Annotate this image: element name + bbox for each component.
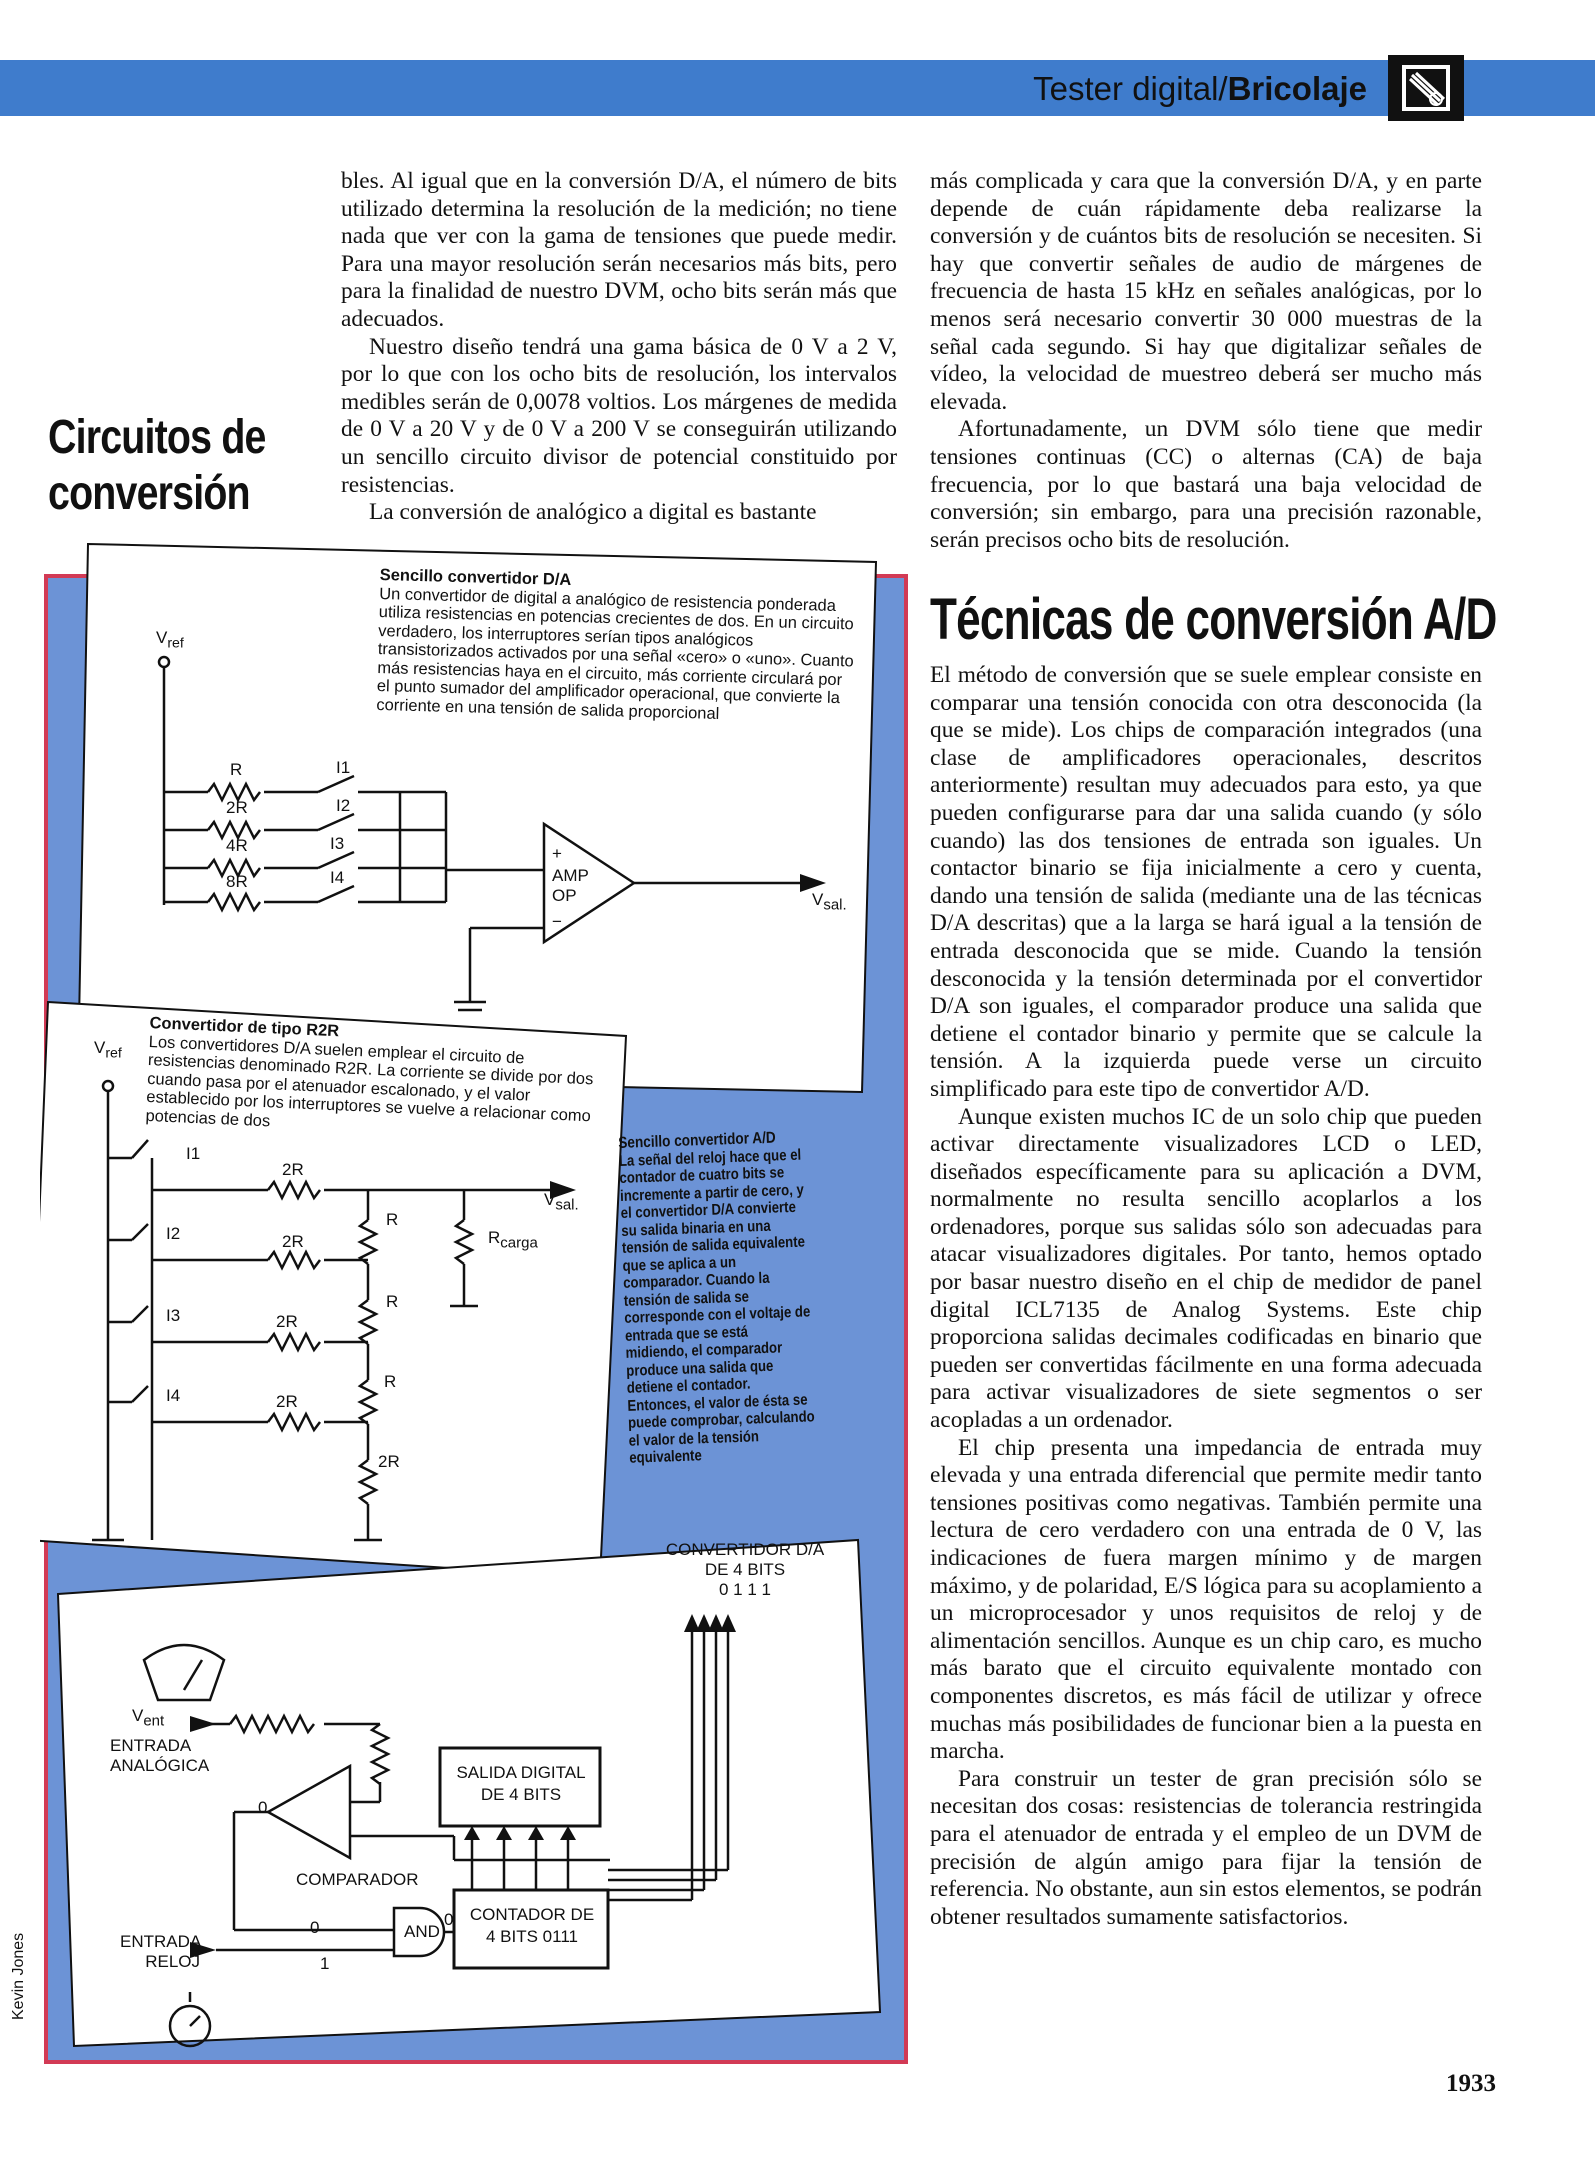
- d2-series-label: 2R: [276, 1392, 298, 1411]
- diagram1-caption-text: Un convertidor de digital a analógico de resistencia ponderada utiliza resistencias en potencias crecientes de dos. En un circuito verdadero, los interruptores serían tipos analógicos transistorizados activados por una señal «cero» o «uno». Cuanto más resistencias haya en el circuito, más corriente circulará por el punto sumador del amplificador operacional, que convierte la corriente en una tensión de salida proporcional: [376, 584, 854, 723]
- diagram3-caption-text: La señal del reloj hace que el contador de cuatro bits se incremente a partir de cero, y el convertidor D/A convierte su salida binaria en una tensión de salida equivalente que se aplica a un comparador. Cuando la tensión de salida se corresponde con el voltaje de entrada que se está midiendo, el comparador produce una salida que detiene el contador. Entonces, el valor de ésta se puede comprobar, calculando el valor de la tensión equivalente: [618, 1146, 815, 1467]
- diagram2-caption-text: Los convertidores D/A suelen emplear el circuito de resistencias denominado R2R. La corriente se divide por dos cuando pasa por el atenuador escalonado, y el valor establecido por los interruptores se vuelve a relacionar como potencias de dos: [145, 1032, 594, 1130]
- d2-vout-label: $V_{sal.}$: [544, 1190, 579, 1214]
- pen-and-ruler-icon: [1388, 55, 1464, 121]
- paragraph: La conversión de analógico a digital es bastante: [369, 499, 817, 526]
- diagram3-caption-title: Sencillo convertidor A/D: [618, 1129, 776, 1152]
- diagram1-caption: [376, 566, 860, 727]
- d1-resistor-label: 4R: [226, 836, 248, 855]
- paragraph: El método de conversión que se suele emplear consiste en comparar una tensión conocida con otra desconocida (la que se mide). Los chips de comparación integrados (una clase de amplificadores operacionales, descritos anteriormente) resultan muy adecuados para esto, ya que pueden configurarse para dar una salida cuando (y sólo cuando) las dos tensiones de entrada son iguales. Un contactor binario se fija inicialmente a cero y cuenta, dando una tensión de salida (mediante una de las técnicas D/A descritas) que a la larga se hará igual a la tensión de entrada desconocida que se mide. Cuando la tensión desconocida y la tensión determinada por el convertidor D/A son iguales, el comparador produce una salida que detiene el contador binario y permite que se calcule la tensión. A la izquierda puede verse un circuito simplificado para este tipo de convertidor A/D.: [930, 662, 1482, 1102]
- header-category: Bricolaje: [1227, 70, 1367, 107]
- d3-and-in: 0: [310, 1918, 320, 1937]
- d3-clock-label: ENTRADA RELOJ: [120, 1932, 202, 1971]
- diagram3-caption: [618, 1128, 816, 1467]
- d2-switch-label: I1: [186, 1144, 201, 1163]
- d2-ladder-label: R: [386, 1210, 399, 1229]
- d1-resistor-label: 2R: [226, 798, 248, 817]
- side-heading-line-2: conversión: [48, 467, 250, 520]
- d2-ladder-label: 2R: [378, 1452, 400, 1471]
- d1-switch-label: I3: [330, 834, 345, 853]
- photo-credit: Kevin Jones: [10, 1932, 27, 2020]
- paragraph: Nuestro diseño tendrá una gama básica de 0 V a 2 V, por lo que con los ocho bits de resolución, los intervalos medibles serán de 0,0078 voltios. Los márgenes de medida de 0 V a 20 V y de 0 V a 200 V se conseguirán utilizando un sencillo circuito divisor de potencial constituido por resistencias.: [341, 333, 897, 498]
- paragraph: bles. Al igual que en la conversión D/A, el número de bits utilizado determina la resolución de la medición; no tiene nada que ver con la gama de tensiones que puede medir. Para una mayor resolución serán necesarios más bits, pero para la finalidad de nuestro DVM, ocho bits serán más que adecuados.: [341, 168, 897, 332]
- column-right-top: [930, 168, 1482, 554]
- d2-ladder-label: R: [384, 1372, 397, 1391]
- d1-switch-label: I4: [330, 868, 345, 887]
- d2-switch-label: I2: [166, 1224, 181, 1243]
- d3-digital-out-label: SALIDA DIGITAL DE 4 BITS: [456, 1763, 586, 1804]
- paragraph: más complicada y cara que la conversión D/A, y en parte depende de cuán rápidamente deba realizarse la conversión y de cuántos bits de resolución se necesiten. Si hay que convertir señales de audio de márgenes de frecuencia de hasta 15 kHz en señales analógicas, por lo menos será necesario convertir 30 000 muestras de la señal cada segundo. Si hay que digitalizar señales de vídeo, la velocidad de muestreo deberá ser mucho más elevada.: [930, 168, 1482, 415]
- d2-ladder-label: R: [386, 1292, 399, 1311]
- d2-vref-label: $V_{ref}$: [94, 1038, 122, 1062]
- d1-switch-label: I2: [336, 796, 351, 815]
- side-heading-line-1: Circuitos de: [48, 411, 266, 464]
- d3-and-out: 0: [444, 1910, 454, 1929]
- d2-series-label: 2R: [276, 1312, 298, 1331]
- d1-switch-label: I1: [336, 758, 351, 777]
- d1-resistor-label: R: [230, 760, 243, 779]
- d3-and-label: AND: [404, 1922, 440, 1941]
- d3-comparator-label: COMPARADOR: [296, 1870, 419, 1889]
- header-section: Tester digital/: [1033, 70, 1228, 107]
- d1-resistor-label: 8R: [226, 872, 248, 891]
- diagram1-caption-title: Sencillo convertidor D/A: [379, 566, 572, 590]
- running-header: [1033, 70, 1367, 108]
- d2-series-label: 2R: [282, 1232, 304, 1251]
- d1-vout-label: $V_{sal.}$: [812, 890, 847, 914]
- circuit-figure: [40, 540, 920, 2070]
- paragraph: El chip presenta una impedancia de entrada muy elevada y una entrada diferencial que permite medir tanto tensiones positivas como negativas. También permite una lectura de cero verdadero con una entrada de 0 V, las indicaciones de fuera margen mínimo y de margen máximo, y de polaridad, E/S lógica para su acoplamiento a un microprocesador y unos requisitos de reloj y de alimentación sencillos. Aunque es un chip caro, es mucho más barato que el circuito equivalente montado con componentes discretos, es más fácil de utilizar y ofrece muchas más posibilidades de funcionar bien a la puesta en marcha.: [930, 1434, 1482, 1765]
- diagram2-caption-title: Convertidor de tipo R2R: [149, 1014, 340, 1041]
- d1-amp-minus: −: [552, 912, 562, 931]
- paragraph: Afortunadamente, un DVM sólo tiene que medir tensiones continuas (CC) o alternas (CA) de baja frecuencia, por lo que bastará una baja velocidad de conversión; sin embargo, para una precisión razonable, serán precisos ocho bits de resolución.: [930, 416, 1482, 553]
- page-number: 1933: [1446, 2070, 1496, 2097]
- column-right-bottom: [930, 662, 1482, 1931]
- d1-amp-label: OP: [552, 886, 577, 905]
- d1-amp-plus: +: [552, 844, 562, 863]
- d3-dac-label: CONVERTIDOR D/A DE 4 BITS 0 1 1 1: [665, 1540, 825, 1599]
- d3-vin-label: $V_{ent}$: [132, 1706, 165, 1730]
- d2-series-label: 2R: [282, 1160, 304, 1179]
- d3-comp-out: 0: [258, 1798, 268, 1817]
- d3-vin-caption: ENTRADA ANALÓGICA: [110, 1736, 210, 1775]
- d2-rload-label: $R_{carga}$: [488, 1228, 538, 1252]
- d2-switch-label: I4: [166, 1386, 181, 1405]
- column-left: [341, 168, 897, 527]
- paragraph: Para construir un tester de gran precisión sólo se necesitan dos cosas: resistencias de tolerancia restringida para el atenuador de entrada y el empleo de un DVM de precisión de algún amigo para fijar la tensión de referencia. No obstante, aun sin estos elementos, se podrán obtener resultados sumamente satisfactorios.: [930, 1765, 1482, 1930]
- d3-counter-label: CONTADOR DE 4 BITS 0111: [469, 1905, 595, 1946]
- side-heading: [48, 410, 266, 522]
- d1-amp-label: AMP: [552, 866, 589, 885]
- section-heading: Técnicas de conversión A/D: [930, 587, 1497, 652]
- d2-switch-label: I3: [166, 1306, 181, 1325]
- paragraph: Aunque existen muchos IC de un solo chip que pueden activar directamente visualizadores LCD o LED, diseñados específicamente para su aplicación a DVM, normalmente no resulta sencillo acoplarlos a los ordenadores, porque sus salidas sólo son adecuadas para atacar visualizadores digitales. Por tanto, hemos optado por basar nuestro diseño en el chip de medidor de panel digital ICL7135 de Analog Systems. Este chip proporciona salidas decimales codificadas en binario que pueden ser convertidas fácilmente en una forma adecuada para activar visualizadores de siete segmentos o ser acopladas a un ordenador.: [930, 1103, 1482, 1434]
- d1-vref-label: $V_{ref}$: [156, 628, 184, 652]
- d3-and-in: 1: [320, 1954, 330, 1973]
- diagram2-caption: [145, 1014, 609, 1145]
